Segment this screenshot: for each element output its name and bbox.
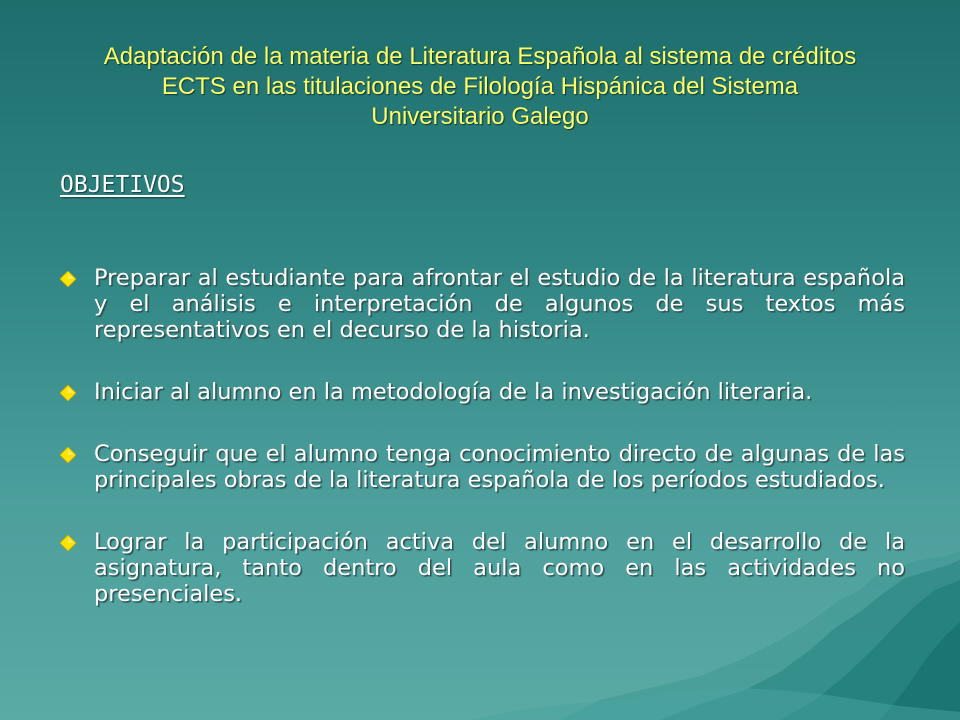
yellow-diamond-bullet-icon xyxy=(60,447,76,463)
slide-title-line: Universitario Galego xyxy=(371,103,589,130)
list-item xyxy=(60,529,905,607)
list-item xyxy=(60,441,905,493)
section-heading: OBJETIVOS xyxy=(60,172,185,198)
slide-title-line: Adaptación de la materia de Literatura Española al sistema de créditos xyxy=(103,43,857,70)
yellow-diamond-bullet-icon xyxy=(60,385,76,401)
slide-title xyxy=(40,42,920,132)
list-item xyxy=(60,379,905,405)
list-item-text: Preparar al estudiante para afrontar el estudio de la literatura española y el análisis e interpretación de algunos de sus textos más representativos en el decurso de la historia. xyxy=(94,265,905,343)
yellow-diamond-bullet-icon xyxy=(60,271,76,287)
list-item-text: Iniciar al alumno en la metodología de la investigación literaria. xyxy=(94,379,813,405)
slide-title-line: ECTS en las titulaciones de Filología Hispánica del Sistema xyxy=(161,73,799,100)
yellow-diamond-bullet-icon xyxy=(60,535,76,551)
objectives-list xyxy=(60,265,905,607)
list-item-text: Lograr la participación activa del alumno en el desarrollo de la asignatura, tanto dentro del aula como en las actividades no presenciales. xyxy=(94,529,905,607)
list-item-text: Conseguir que el alumno tenga conocimiento directo de algunas de las principales obras de la literatura española de los períodos estudiados. xyxy=(94,441,905,493)
list-item xyxy=(60,265,905,343)
